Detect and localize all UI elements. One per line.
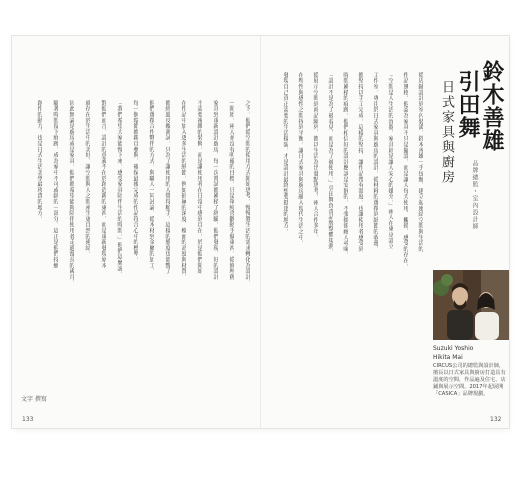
- caption-latin-name-2: Hikita Mai: [433, 354, 463, 361]
- right-text-column-6: 時間累積的痕跡。他們相信好的設計應該是安靜的，不張揚卻耐人尋味，: [342, 72, 349, 258]
- article-subtitle: 日式家具與廚房: [439, 80, 454, 185]
- left-text-column-8: 每一個環節都親自參與，確保最後完成的作品符合心中的標準。: [132, 100, 139, 263]
- name-suzuki: 鈴木善雄: [479, 60, 505, 152]
- left-text-column-13: 隨著時間留下痕跡，成為家中不可或缺的一部分，這正是他們持續: [52, 100, 59, 269]
- left-text-column-12: 因此無論是廚房或是家具，他們都希望能夠陪伴使用者走過漫長的歲月，: [68, 100, 75, 286]
- left-text-column-2: 一開始，兩人並沒有明確的目標，只是單純喜歡動手做東西，從修理舊: [228, 100, 235, 280]
- left-text-column-9: 「我們希望大家能慢下來，感受家具陪伴生活的時間。」他們這麼說。: [116, 100, 123, 277]
- right-text-column-5: 都堅持以手工完成。這樣的堅持，讓作品帶有溫度，也讓使用者感受到: [357, 72, 364, 252]
- portrait-photo: [433, 270, 509, 340]
- left-text-column-10: 對他們而言，設計的意義不在於創造新的東西，而是重新發現原本: [100, 100, 107, 269]
- right-text-column-10: 發現自己真正需要的生活樣貌，才是設計最終想要抵達的地方。: [282, 72, 289, 235]
- left-text-column-11: 就存在於生活中的美好，讓空間與人之間產生更自然的連結。: [84, 100, 91, 257]
- photo-caption: [433, 345, 509, 398]
- right-text-column-4: 工作室，專注於日式家具與廚房的設計，從材料的選擇到細節的收邊，: [372, 72, 379, 252]
- role-label: 品牌總監・室內設計師: [471, 160, 478, 230]
- right-text-column-2: 作品風格。他認為家具不只是擺設，而是讓人每天使用、觸摸、感受的存在。: [402, 72, 409, 270]
- left-text-column-4: 不需要複雜的裝飾，而是讓使用者在日常中感到自在。於是他們開始: [196, 100, 203, 274]
- caption-text: CIRCUS公司的總監與設計師，擅長以日式家具與廚房打造具有溫度的空間，作品遍及住宅、店鋪與展示空間，2017年起展開「CASICA」品牌規劃。: [433, 363, 506, 397]
- left-text-column-1: 之下，他們從空間的使用方式開始思考，慢慢將生活的需求轉化為設計，: [244, 100, 251, 286]
- name-hikita: 引田舞: [455, 70, 481, 139]
- right-text-column-9: 在理性與感性之間找到平衡，讓日式家具與廚房融入現代生活之中。: [297, 72, 304, 246]
- left-text-column-14: 創作的動力，也是日式生活美學最珍貴的地方。: [36, 100, 43, 222]
- left-text-column-5: 在作品中加入更多生活的細節，例如抽屜的深度、檯面的高度與材質，: [180, 100, 187, 280]
- page-number-left: 133: [22, 416, 34, 423]
- left-text-column-3: 家具到重新設計廚房，每一次嘗試都累積了經驗。他們發現，好的設計: [212, 100, 219, 280]
- left-text-column-7: 他們選擇合作夥伴的方式，與職人一同討論，從木材到金屬的加工，: [148, 100, 155, 274]
- caption-latin-name-1: Suzuki Yoshio: [433, 345, 474, 352]
- right-text-column-1: 從店鋪設計到室內裝潢，鈴木善雄一手包辦，建立起連結空間與生活的: [417, 72, 424, 252]
- book-gutter: [260, 36, 261, 428]
- page-number-right: 132: [490, 416, 502, 423]
- right-text-column-7: 「設計不是為了被看見，而是為了被使用。」引田舞負責品牌整體規劃，: [327, 72, 334, 255]
- left-text-column-6: 都經過反覆測試，只為了讓使用的人覺得順手。這樣的態度也影響了: [164, 100, 171, 274]
- left-signature: 文字 撰寫: [21, 396, 47, 403]
- right-text-column-8: 從展示空間到商品陳列，都以生活為出發點思考。兩人合作多年，: [312, 72, 319, 241]
- right-text-column-3: 「空間是人生活的容器，家具則是讓人安心的媒介。」兩人在東京設立: [387, 72, 394, 249]
